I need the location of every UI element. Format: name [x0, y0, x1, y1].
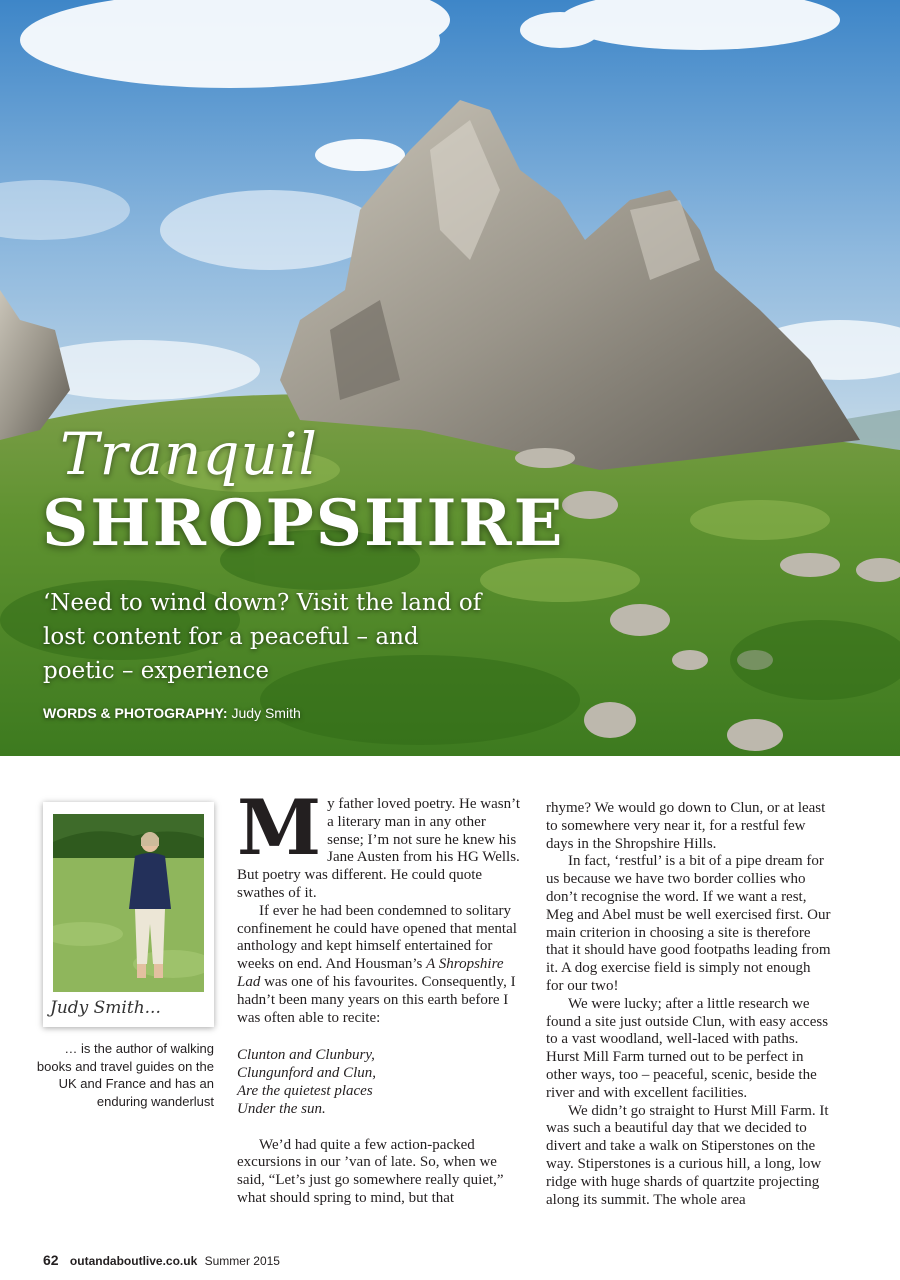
- standfirst: ‘Need to wind down? Visit the land of lost content for a peaceful – and poetic – experience: [43, 590, 482, 684]
- paragraph-5: In fact, ‘restful’ is a bit of a pipe dream for us because we have two border collies who don’t recognise the word. If we want a rest, Meg and Abel must be well exercised first. Our main criterion in choosing a site is therefore that it should have good footpaths leading from it. A dog exercise field is simply not enough for our two!: [546, 853, 831, 994]
- page-footer: [43, 1252, 280, 1268]
- site-url: outandaboutlive.co.uk: [69, 1254, 198, 1268]
- paragraph-6: We were lucky; after a little research we found a site just outside Clun, with easy access to a vast woodland, well-laced with paths. Hurst Mill Farm turned out to be perfect in other ways, too – peaceful, scenic, beside the river and with excellent facilities.: [546, 995, 829, 1101]
- poem-line: Clunton and Clunbury,: [237, 1047, 375, 1064]
- byline-name: Judy Smith: [231, 705, 301, 721]
- headline-script: Tranquil: [60, 420, 318, 488]
- headline-main: SHROPSHIRE: [42, 486, 565, 561]
- drop-cap: M: [237, 783, 322, 872]
- page-number: 62: [43, 1252, 59, 1268]
- poem-line: Under the sun.: [237, 1100, 326, 1117]
- article-column-2: [546, 800, 831, 1209]
- paragraph-2-text-a: If ever he had been condemned to solitary confinement he could have opened that mental anthology and kept himself entertained for weeks on end. And Housman’s: [237, 902, 517, 973]
- author-photo: [53, 814, 204, 992]
- paragraph-2: [237, 903, 522, 1028]
- article-column-1: [237, 783, 522, 1208]
- issue-label: Summer 2015: [204, 1254, 280, 1268]
- paragraph-7: We didn’t go straight to Hurst Mill Farm. It was such a beautiful day that we decided to divert and take a walk on Stiperstones on the way. Stiperstones is a curious hill, a long, low ridge with huge shards of quartzite projecting along its summit. The whole area: [546, 1102, 829, 1208]
- byline-label: WORDS & PHOTOGRAPHY:: [43, 705, 228, 721]
- poem-line: Clungunford and Clun,: [237, 1065, 377, 1082]
- author-bio: … is the author of walking books and travel guides on the UK and France and has an enduring wanderlust: [36, 1041, 214, 1109]
- paragraph-2-text-b: was one of his favourites. Consequently, I hadn’t been many years on this earth before I was often able to recite:: [237, 973, 516, 1026]
- book-title: A Shropshire Lad: [237, 956, 504, 990]
- paragraph-1: [237, 783, 522, 903]
- paragraph-3: We’d had quite a few action-packed excursions in our ’van of late. So, when we said, “Let’s just go somewhere really quiet,” what should spring to mind, but that: [237, 1136, 504, 1206]
- polaroid-caption: Judy Smith...: [50, 998, 161, 1018]
- author-polaroid: [43, 802, 214, 1027]
- poem: [237, 1047, 522, 1118]
- paragraph-1-text: y father loved poetry. He wasn’t a literary man in any other sense; I’m not sure he knew his Jane Austen from his HG Wells. But poetry was different. He could quote swathes of it.: [237, 796, 520, 901]
- poem-line: Are the quietest places: [237, 1082, 373, 1099]
- byline: [43, 705, 301, 721]
- paragraph-4: rhyme? We would go down to Clun, or at least to somewhere very near it, for a restful few days in the Shropshire Hills.: [546, 800, 826, 852]
